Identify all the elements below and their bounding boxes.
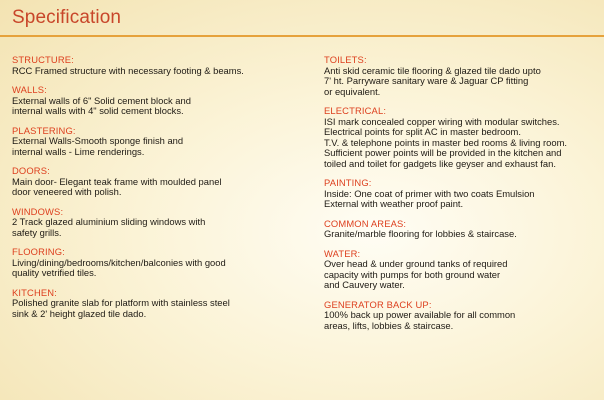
section-heading: GENERATOR BACK UP: [324,298,432,310]
header-divider [0,35,604,37]
section-line: Main door- Elegant teak frame with moulded panel [12,175,222,187]
section-line: External with weather proof paint. [324,198,464,209]
section-line: External Walls-Smooth sponge finish and [12,135,184,146]
section-flooring [12,247,304,279]
section-line: areas, lifts, lobbies & staircase. [324,319,454,331]
section-line: internal walls with 4" solid cement blocks. [12,105,184,116]
section-heading: FLOORING: [12,246,65,257]
section-line: Anti skid ceramic tile flooring & glazed tile dado upto [324,64,541,76]
section-windows [12,207,304,239]
section-painting [324,178,600,210]
section-line: Over head & under ground tanks of required [324,258,508,269]
section-structure [12,55,304,76]
section-line: door veneered with polish. [12,186,122,197]
section-heading: STRUCTURE: [12,54,74,65]
section-line: Electrical points for split AC in master bedroom. [324,126,521,137]
section-heading: PLASTERING: [12,124,76,136]
section-line: quality vetrified tiles. [12,267,97,278]
section-line: Inside: One coat of primer with two coats Emulsion [324,187,535,199]
section-walls [12,85,304,117]
section-heading: DOORS: [12,165,50,176]
left-column [12,55,304,328]
section-line: Sufficient power points will be provided in the kitchen and [324,147,562,158]
section-heading: ELECTRICAL: [324,105,387,116]
section-line: ISI mark concealed copper wiring with modular switches. [324,115,560,127]
section-line: and Cauvery water. [324,279,405,290]
section-line: capacity with pumps for both ground water [324,268,501,280]
section-line: Granite/marble flooring for lobbies & staircase. [324,228,517,239]
section-line: 2 Track glazed aluminium sliding windows with [12,216,206,227]
section-water [324,249,600,291]
section-common-areas [324,219,600,240]
section-heading: COMMON AREAS: [324,217,407,229]
section-toilets [324,55,600,97]
section-line: or equivalent. [324,85,381,97]
section-line: sink & 2' height glazed tile dado. [12,307,147,319]
section-heading: WINDOWS: [12,205,64,217]
section-line: internal walls - Lime renderings. [12,145,145,157]
section-plastering [12,126,304,158]
section-kitchen [12,288,304,320]
section-line: safety grills. [12,226,62,238]
page-title: Specification [12,7,122,28]
section-heading: WATER: [324,247,361,259]
section-line: Living/dining/bedrooms/kitchen/balconies with good [12,256,226,268]
section-line: Polished granite slab for platform with stainless steel [12,297,230,308]
right-column [324,55,600,340]
section-doors [12,166,304,198]
section-line: toiled and toilet for gadgets like geyser and exhaust fan. [324,157,556,169]
section-line: RCC Framed structure with necessary footing & beams. [12,64,244,76]
section-heading: TOILETS: [324,54,367,65]
section-line: T.V. & telephone points in master bed rooms & living room. [324,136,568,148]
section-line: 7' ht. Parryware sanitary ware & Jaguar CP fitting [324,75,529,86]
section-generator-backup [324,300,600,332]
section-heading: PAINTING: [324,177,372,188]
section-heading: KITCHEN: [12,286,57,298]
section-line: 100% back up power available for all common [324,309,516,320]
section-line: External walls of 6" Solid cement block and [12,94,191,106]
section-heading: WALLS: [12,84,47,95]
section-electrical [324,106,600,169]
